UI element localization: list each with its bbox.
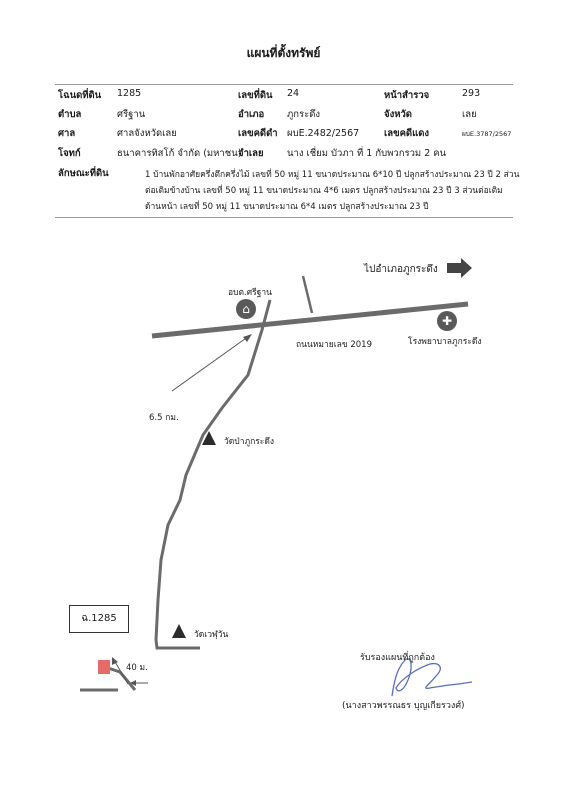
district-label: อำเภอ xyxy=(238,109,265,120)
land-char-line-3: ด้านหน้า เลขที่ 50 หมู่ 11 ขนาดประมาณ 6*4 เมตร ปลูกสร้างประมาณ 23 ปี xyxy=(145,202,429,212)
certify-label: รับรองแผนที่ถูกต้อง xyxy=(360,653,435,663)
plot-label-box: ฉ.1285 xyxy=(69,605,129,633)
obt-label: อบต.ศรีฐาน xyxy=(228,288,272,298)
distance-main-label: 6.5 กม. xyxy=(149,413,179,423)
local-road xyxy=(156,300,270,648)
red-case-value: ผบE.3787/2567 xyxy=(462,130,512,138)
defendant-value: นาง เชี่ยม บัวภา ที่ 1 กับพวกรวม 2 คน xyxy=(287,148,447,159)
land-char-line-1: 1 บ้านพักอาศัยครึ่งตึกครึ่งไม้ เลขที่ 50 หมู่ 11 ขนาดประมาณ 6*10 ปี ปลูกสร้างประมาณ 23 ปี 2 ส่วน xyxy=(145,170,520,180)
subdistrict-label: ตำบล xyxy=(58,109,82,120)
hospital-label: โรงพยาบาลภูกระดึง xyxy=(408,337,482,347)
to-district-arrow xyxy=(447,258,472,278)
plot-marker xyxy=(98,660,110,674)
red-case-label: เลขคดีแดง xyxy=(384,128,430,139)
government-building-icon: ⌂ xyxy=(236,299,256,319)
deed-no-value: 1285 xyxy=(117,88,142,99)
branch-road xyxy=(303,276,312,313)
direction-arrow-line xyxy=(172,336,249,391)
land-no-value: 24 xyxy=(287,88,300,99)
land-char-label: ลักษณะที่ดิน xyxy=(58,168,109,179)
survey-page-label: หน้าสำรวจ xyxy=(384,90,430,101)
to-district-label: ไปอำเภอภูกระดึง xyxy=(364,264,438,275)
district-value: ภูกระดึง xyxy=(287,109,321,120)
survey-page-value: 293 xyxy=(462,88,481,99)
defendant-label: จำเลย xyxy=(238,148,264,159)
lane-arrow-1-head xyxy=(112,657,118,665)
temple-1-label: วัดป่าภูกระดึง xyxy=(224,437,275,447)
page-title: แผนที่ตั้งทรัพย์ xyxy=(246,46,321,60)
plaintiff-label: โจทก์ xyxy=(58,148,81,159)
case-no-value: ผบE.2482/2567 xyxy=(287,128,360,139)
temple-2-label: วัดเวฬุวัน xyxy=(194,630,229,640)
deed-no-label: โฉนดที่ดิน xyxy=(58,90,102,101)
road-label: ถนนหมายเลข 2019 xyxy=(296,340,372,350)
signature-scribble xyxy=(392,659,472,696)
land-char-line-2: ต่อเติมข้างบ้าน เลขที่ 50 หมู่ 11 ขนาดประมาณ 4*6 เมตร ปลูกสร้างประมาณ 23 ปี 3 ส่วนต่อเติม xyxy=(145,186,503,196)
temple-triangle-icon xyxy=(202,431,216,445)
plaintiff-value: ธนาคารทิสโก้ จำกัด (มหาชน) xyxy=(117,148,242,159)
land-no-label: เลขที่ดิน xyxy=(238,90,273,101)
signer-name: (นางสาวพรรณธร บุญเกียรวงศ์) xyxy=(342,701,465,711)
court-label: ศาล xyxy=(58,128,76,139)
court-value: ศาลจังหวัดเลย xyxy=(117,128,177,139)
temple-triangle-icon-2 xyxy=(172,624,186,638)
distance-short-label: 40 ม. xyxy=(126,663,148,673)
direction-arrow-head xyxy=(243,334,252,342)
case-no-label: เลขคดีดำ xyxy=(238,128,278,139)
province-label: จังหวัด xyxy=(384,109,412,120)
hospital-cross-icon: ✚ xyxy=(437,311,457,331)
subdistrict-value: ศรีฐาน xyxy=(117,109,146,120)
province-value: เลย xyxy=(462,109,477,120)
